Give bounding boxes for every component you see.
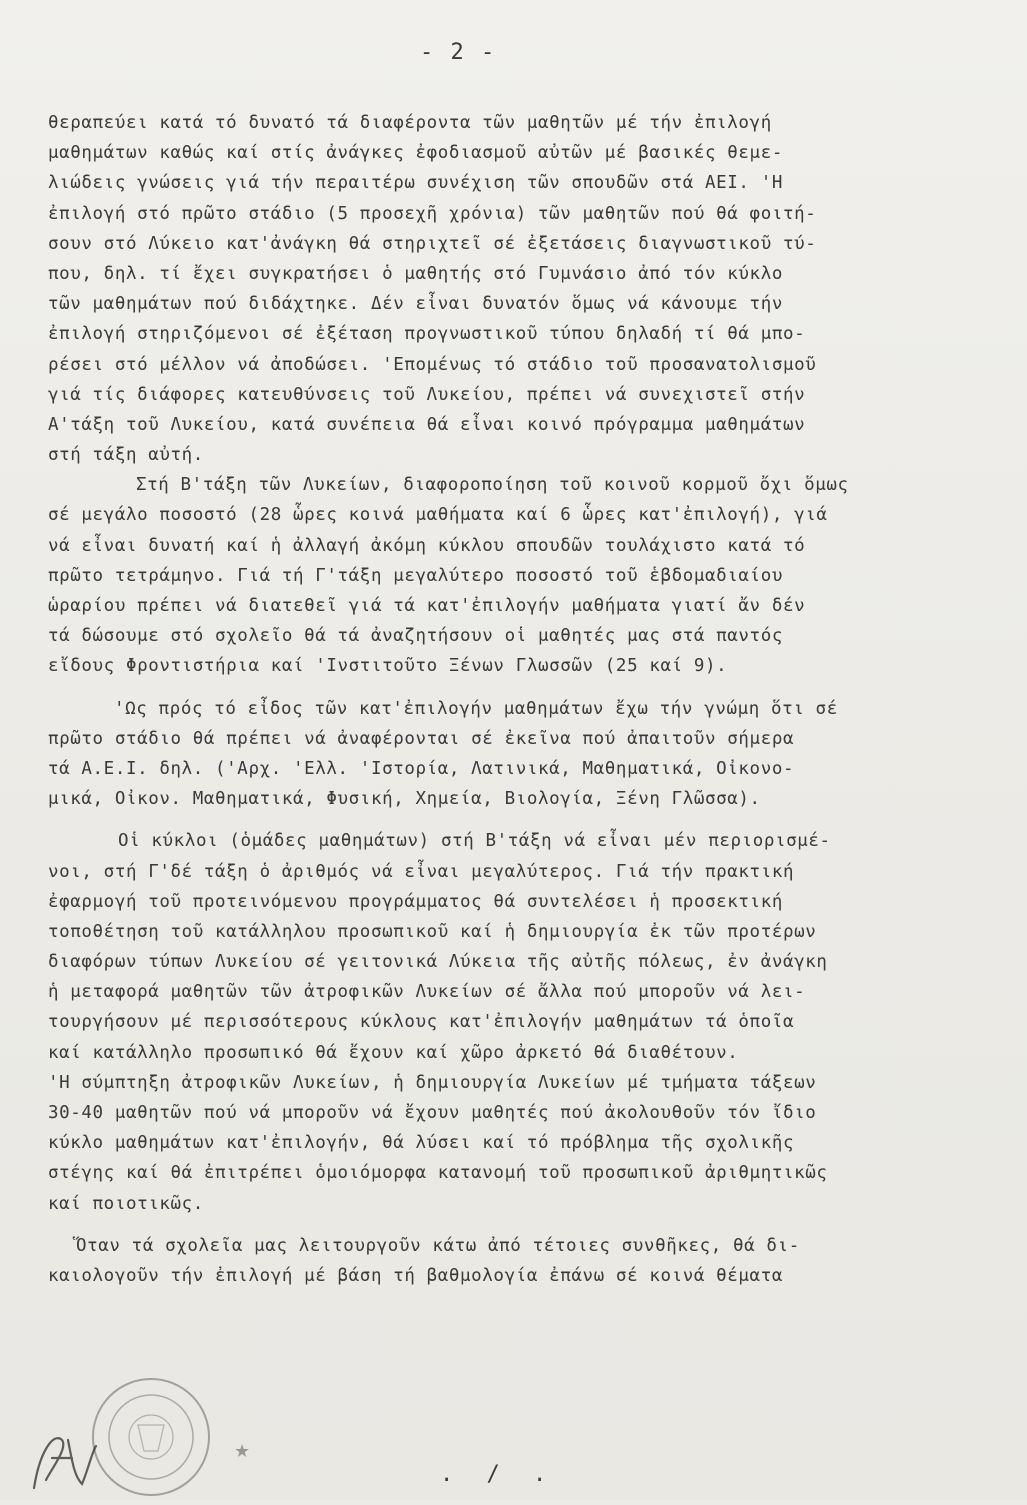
text-line: διαφόρων τύπων Λυκείου σέ γειτονικά Λύκεια τῆς αὐτῆς πόλεως, ἐν ἀνάγκη xyxy=(48,952,828,973)
text-line: μικά, Οἰκον. Μαθηματικά, Φυσική, Χημεία, Βιολογία, Ξένη Γλῶσσα). xyxy=(48,789,761,810)
body-text xyxy=(48,108,978,1291)
text-line: ἐπιλογή στό πρῶτο στάδιο (5 προσεχῆ χρόνια) τῶν μαθητῶν πού θά φοιτή- xyxy=(48,203,817,224)
text-line: κύκλο μαθημάτων κατ'ἐπιλογήν, θά λύσει καί τό πρόβλημα τῆς σχολικῆς xyxy=(48,1133,795,1154)
text-line: 'Η σύμπτηξη ἀτροφικῶν Λυκείων, ἡ δημιουργία Λυκείων μέ τμήματα τάξεων xyxy=(48,1072,817,1093)
text-line: ἡ μεταφορά μαθητῶν τῶν ἀτροφικῶν Λυκείων σέ ἄλλα πού μποροῦν νά λει- xyxy=(48,982,806,1003)
text-line: μαθημάτων καθώς καί στίς ἀνάγκες ἐφοδιασμοῦ αὐτῶν μέ βασικές θεμε- xyxy=(48,143,783,164)
text-line: σέ μεγάλο ποσοστό (28 ὧρες κοινά μαθήματα καί 6 ὧρες κατ'ἐπιλογή), γιά xyxy=(48,505,828,526)
text-line: καί κατάλληλο προσωπικό θά ἔχουν καί χῶρο ἀρκετό θά διαθέτουν. xyxy=(48,1042,739,1063)
text-line: Ὅταν τά σχολεῖα μας λειτουργοῦν κάτω ἀπό τέτοιες συνθῆκες, θά δι- xyxy=(76,1235,800,1256)
text-line: 30-40 μαθητῶν πού νά μποροῦν νά ἔχουν μαθητές πού ἀκολουθοῦν τόν ἴδιο xyxy=(48,1103,817,1123)
text-line: τῶν μαθημάτων πού διδάχτηκε. Δέν εἶναι δυνατόν ὅμως νά κάνουμε τήν xyxy=(48,294,783,315)
text-line: ρέσει στό μέλλον νά ἀποδώσει. 'Επομένως τό στάδιο τοῦ προσανατολισμοῦ xyxy=(48,354,817,375)
text-line: Στή Β'τάξη τῶν Λυκείων, διαφοροποίηση τοῦ κοινοῦ κορμοῦ ὄχι ὅμως xyxy=(136,475,849,496)
text-line: Α'τάξη τοῦ Λυκείου, κατά συνέπεια θά εἶναι κοινό πρόγραμμα μαθημάτων xyxy=(48,414,806,435)
paragraph-gap xyxy=(48,814,978,826)
text-line: νοι, στή Γ'δέ τάξη ὁ ἀριθμός νά εἶναι μεγαλύτερος. Γιά τήν πρακτική xyxy=(48,861,795,882)
text-line: ἐπιλογή στηριζόμενοι σέ ἐξέταση προγνωστικοῦ τύπου δηλαδή τί θά μπο- xyxy=(48,324,806,345)
svg-text:★: ★ xyxy=(234,1441,251,1462)
text-line: καιολογοῦν τήν ἐπιλογή μέ βάση τή βαθμολογία ἐπάνω σέ κοινά θέματα xyxy=(48,1265,783,1286)
text-line: ἐφαρμογή τοῦ προτεινόμενου προγράμματος θά συντελέσει ἡ προσεκτική xyxy=(48,891,783,912)
text-line: λιώδεις γνώσεις γιά τήν περαιτέρω συνέχιση τῶν σπουδῶν στά ΑΕΙ. 'Η xyxy=(48,173,783,194)
text-line: ὡραρίου πρέπει νά διατεθεῖ γιά τά κατ'ἐπιλογήν μαθήματα γιατί ἄν δέν xyxy=(48,596,806,616)
text-line: στέγης καί θά ἐπιτρέπει ὁμοιόμορφα κατανομή τοῦ προσωπικοῦ ἀριθμητικῶς xyxy=(48,1163,828,1184)
text-line: σουν στό Λύκειο κατ'ἀνάγκη θά στηριχτεῖ σέ ἐξετάσεις διαγνωστικοῦ τύ- xyxy=(48,233,817,254)
page-number: - 2 - xyxy=(420,40,497,65)
text-line: τά δώσουμε στό σχολεῖο θά τά ἀναζητήσουν οἱ μαθητές μας στά παντός xyxy=(48,626,783,647)
signature-icon xyxy=(22,1410,112,1500)
continuation-mark: . / . xyxy=(440,1462,557,1487)
text-line: στή τάξη αὐτή. xyxy=(48,445,204,466)
text-line: θεραπεύει κατά τό δυνατό τά διαφέροντα τῶν μαθητῶν μέ τήν ἐπιλογή xyxy=(48,113,772,133)
text-line: 'Ως πρός τό εἶδος τῶν κατ'ἐπιλογήν μαθημάτων ἔχω τήν γνώμη ὅτι σέ xyxy=(114,698,838,719)
text-line: γιά τίς διάφορες κατευθύνσεις τοῦ Λυκείου, πρέπει νά συνεχιστεῖ στήν xyxy=(48,384,806,405)
text-line: που, δηλ. τί ἔχει συγκρατήσει ὁ μαθητής στό Γυμνάσιο ἀπό τόν κύκλο xyxy=(48,263,783,284)
text-line: Οἱ κύκλοι (ὁμάδες μαθημάτων) στή Β'τάξη νά εἶναι μέν περιορισμέ- xyxy=(118,831,831,852)
paragraph-gap xyxy=(48,682,978,694)
text-line: εἴδους Φροντιστήρια καί 'Ινστιτοῦτο Ξένων Γλωσσῶν (25 καί 9). xyxy=(48,656,728,677)
text-line: τά Α.Ε.Ι. δηλ. ('Αρχ. 'Ελλ. 'Ιστορία, Λατινικά, Μαθηματικά, Οἰκονο- xyxy=(48,758,795,779)
text-line: πρῶτο στάδιο θά πρέπει νά ἀναφέρονται σέ ἐκεῖνα πού ἀπαιτοῦν σήμερα xyxy=(48,728,795,749)
text-line: τουργήσουν μέ περισσότερους κύκλους κατ'ἐπιλογήν μαθημάτων τά ὁποῖα xyxy=(48,1012,795,1033)
text-line: καί ποιοτικῶς. xyxy=(48,1193,204,1214)
text-line: νά εἶναι δυνατή καί ἡ ἀλλαγή ἀκόμη κύκλου σπουδῶν τουλάχιστο κατά τό xyxy=(48,535,806,556)
text-line: πρῶτο τετράμηνο. Γιά τή Γ'τάξη μεγαλύτερο ποσοστό τοῦ ἑβδομαδιαίου xyxy=(48,565,783,586)
paragraph-gap xyxy=(48,1219,978,1231)
text-line: τοποθέτηση τοῦ κατάλληλου προσωπικοῦ καί ἡ δημιουργία ἐκ τῶν προτέρων xyxy=(48,921,817,942)
